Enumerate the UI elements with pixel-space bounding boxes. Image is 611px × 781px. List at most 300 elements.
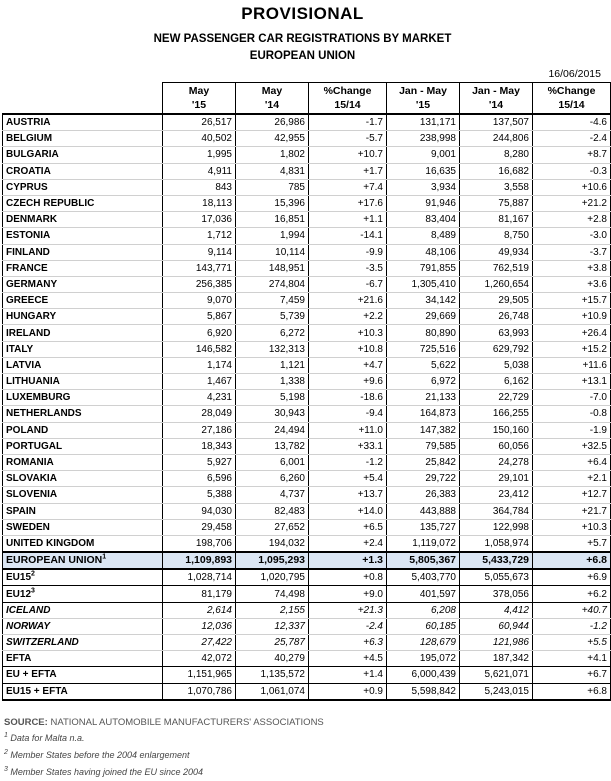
cell-may-14: 1,095,293: [236, 552, 309, 569]
cell-jan-may-14: 26,748: [460, 309, 533, 325]
cell-jan-may-14: 137,507: [460, 114, 533, 131]
cell-may-14: 1,802: [236, 147, 309, 163]
cell-pct-change-ytd: +6.9: [533, 569, 611, 586]
cell-country: EUROPEAN UNION$^1$: [3, 552, 163, 569]
cell-pct-change-month: +10.8: [309, 341, 387, 357]
cell-pct-change-ytd: +2.1: [533, 471, 611, 487]
cell-jan-may-15: 1,119,072: [387, 535, 460, 552]
cell-country: FINLAND: [3, 244, 163, 260]
cell-may-14: 74,498: [236, 586, 309, 602]
footnote-3: $^3$ Member States having joined the EU since 2004: [4, 766, 204, 777]
cell-jan-may-14: 29,505: [460, 293, 533, 309]
cell-jan-may-14: 16,682: [460, 163, 533, 179]
cell-country: POLAND: [3, 422, 163, 438]
cell-pct-change-ytd: +15.2: [533, 341, 611, 357]
cell-country: $EU15^2$: [3, 569, 163, 586]
table-row: [3, 519, 611, 535]
cell-pct-change-month: -14.1: [309, 228, 387, 244]
cell-jan-may-15: 725,516: [387, 341, 460, 357]
cell-jan-may-14: 5,621,071: [460, 667, 533, 683]
cell-country: BULGARIA: [3, 147, 163, 163]
cell-country: SPAIN: [3, 503, 163, 519]
cell-may-15: 1,467: [163, 374, 236, 390]
cell-may-14: 12,337: [236, 618, 309, 634]
cell-jan-may-14: 5,038: [460, 357, 533, 373]
cell-pct-change-ytd: +26.4: [533, 325, 611, 341]
cell-pct-change-month: -18.6: [309, 390, 387, 406]
cell-jan-may-15: 164,873: [387, 406, 460, 422]
cell-may-14: 274,804: [236, 276, 309, 292]
cell-may-15: 12,036: [163, 618, 236, 634]
registrations-table: [2, 82, 611, 701]
efta-country-row: [3, 618, 611, 634]
cell-jan-may-14: 24,278: [460, 454, 533, 470]
cell-pct-change-month: -6.7: [309, 276, 387, 292]
cell-jan-may-15: 3,934: [387, 179, 460, 195]
table-row: [3, 147, 611, 163]
cell-may-15: 2,614: [163, 602, 236, 618]
cell-may-14: 6,272: [236, 325, 309, 341]
cell-jan-may-15: 16,635: [387, 163, 460, 179]
cell-jan-may-15: 238,998: [387, 131, 460, 147]
cell-may-15: 42,072: [163, 651, 236, 667]
cell-jan-may-14: 364,784: [460, 503, 533, 519]
cell-may-15: 843: [163, 179, 236, 195]
cell-jan-may-15: 80,890: [387, 325, 460, 341]
cell-jan-may-14: 121,986: [460, 635, 533, 651]
cell-may-15: 256,385: [163, 276, 236, 292]
table-row: [3, 341, 611, 357]
cell-jan-may-15: 48,106: [387, 244, 460, 260]
cell-pct-change-month: +2.2: [309, 309, 387, 325]
cell-jan-may-15: 21,133: [387, 390, 460, 406]
cell-pct-change-month: +9.6: [309, 374, 387, 390]
table-row: [3, 293, 611, 309]
cell-pct-change-ytd: -0.8: [533, 406, 611, 422]
table-row: [3, 114, 611, 131]
cell-country: ICELAND: [3, 602, 163, 618]
cell-may-15: 17,036: [163, 212, 236, 228]
cell-pct-change-ytd: +13.1: [533, 374, 611, 390]
cell-jan-may-14: 166,255: [460, 406, 533, 422]
cell-pct-change-ytd: +3.8: [533, 260, 611, 276]
cell-country: AUSTRIA: [3, 114, 163, 131]
cell-may-14: 1,338: [236, 374, 309, 390]
cell-country: ITALY: [3, 341, 163, 357]
cell-may-15: 5,388: [163, 487, 236, 503]
cell-jan-may-15: 29,722: [387, 471, 460, 487]
cell-country: LITHUANIA: [3, 374, 163, 390]
cell-may-15: 81,179: [163, 586, 236, 602]
cell-jan-may-15: 791,855: [387, 260, 460, 276]
cell-may-14: 40,279: [236, 651, 309, 667]
cell-may-14: 25,787: [236, 635, 309, 651]
cell-jan-may-14: 1,058,974: [460, 535, 533, 552]
cell-country: SLOVENIA: [3, 487, 163, 503]
cell-country: NORWAY: [3, 618, 163, 634]
cell-may-14: 26,986: [236, 114, 309, 131]
cell-pct-change-month: +0.9: [309, 683, 387, 700]
table-row: [3, 309, 611, 325]
header-row: [3, 83, 611, 115]
cell-country: GREECE: [3, 293, 163, 309]
cell-may-15: 9,070: [163, 293, 236, 309]
cell-may-14: 1,994: [236, 228, 309, 244]
header-jan-may-15: Jan - May '15: [387, 83, 460, 115]
cell-pct-change-ytd: -1.9: [533, 422, 611, 438]
cell-may-14: 785: [236, 179, 309, 195]
cell-jan-may-14: 23,412: [460, 487, 533, 503]
cell-pct-change-month: -9.4: [309, 406, 387, 422]
cell-pct-change-ytd: +6.7: [533, 667, 611, 683]
cell-may-15: 198,706: [163, 535, 236, 552]
cell-may-14: 132,313: [236, 341, 309, 357]
cell-jan-may-15: 135,727: [387, 519, 460, 535]
cell-pct-change-ytd: +5.7: [533, 535, 611, 552]
cell-may-15: 28,049: [163, 406, 236, 422]
cell-may-15: 146,582: [163, 341, 236, 357]
cell-jan-may-14: 8,750: [460, 228, 533, 244]
cell-may-15: 26,517: [163, 114, 236, 131]
cell-may-14: 82,483: [236, 503, 309, 519]
cell-country: NETHERLANDS: [3, 406, 163, 422]
region-subtitle: EUROPEAN UNION: [249, 50, 356, 62]
cell-pct-change-ytd: +21.2: [533, 195, 611, 211]
cell-jan-may-15: 443,888: [387, 503, 460, 519]
cell-jan-may-14: 49,934: [460, 244, 533, 260]
cell-pct-change-ytd: +10.3: [533, 519, 611, 535]
cell-jan-may-14: 6,162: [460, 374, 533, 390]
cell-may-14: 16,851: [236, 212, 309, 228]
table-row: [3, 357, 611, 373]
cell-may-14: 13,782: [236, 438, 309, 454]
cell-jan-may-14: 378,056: [460, 586, 533, 602]
table-row: [3, 179, 611, 195]
cell-may-15: 94,030: [163, 503, 236, 519]
cell-pct-change-ytd: +6.2: [533, 586, 611, 602]
table-row: [3, 212, 611, 228]
cell-may-15: 27,186: [163, 422, 236, 438]
cell-pct-change-month: +4.5: [309, 651, 387, 667]
cell-may-14: 4,737: [236, 487, 309, 503]
cell-jan-may-15: 60,185: [387, 618, 460, 634]
report-subtitle: NEW PASSENGER CAR REGISTRATIONS BY MARKET: [153, 33, 452, 45]
header-jan-may-14: Jan - May '14: [460, 83, 533, 115]
cell-may-15: 1,174: [163, 357, 236, 373]
cell-pct-change-ytd: +12.7: [533, 487, 611, 503]
cell-jan-may-15: 79,585: [387, 438, 460, 454]
cell-pct-change-ytd: -3.7: [533, 244, 611, 260]
table-row: [3, 454, 611, 470]
cell-pct-change-month: -5.7: [309, 131, 387, 147]
cell-may-14: 24,494: [236, 422, 309, 438]
cell-jan-may-15: 34,142: [387, 293, 460, 309]
cell-pct-change-month: +1.4: [309, 667, 387, 683]
cell-pct-change-month: -9.9: [309, 244, 387, 260]
cell-may-14: 5,739: [236, 309, 309, 325]
cell-may-15: 18,343: [163, 438, 236, 454]
cell-may-14: 10,114: [236, 244, 309, 260]
header-pct-change-month: %Change 15/14: [309, 83, 387, 115]
table-row: [3, 438, 611, 454]
cell-pct-change-month: +2.4: [309, 535, 387, 552]
table-row: [3, 406, 611, 422]
cell-country: DENMARK: [3, 212, 163, 228]
cell-pct-change-month: +17.6: [309, 195, 387, 211]
cell-pct-change-ytd: +32.5: [533, 438, 611, 454]
cell-pct-change-ytd: -2.4: [533, 131, 611, 147]
cell-jan-may-14: 629,792: [460, 341, 533, 357]
cell-jan-may-14: 81,167: [460, 212, 533, 228]
cell-pct-change-month: -1.7: [309, 114, 387, 131]
cell-may-14: 2,155: [236, 602, 309, 618]
cell-pct-change-month: -2.4: [309, 618, 387, 634]
cell-jan-may-14: 8,280: [460, 147, 533, 163]
header-may-15: May '15: [163, 83, 236, 115]
cell-pct-change-month: +0.8: [309, 569, 387, 586]
report-date: 16/06/2015: [548, 68, 601, 80]
cell-country: $EU12^3$: [3, 586, 163, 602]
cell-country: CYPRUS: [3, 179, 163, 195]
cell-pct-change-ytd: +6.4: [533, 454, 611, 470]
cell-jan-may-15: 1,305,410: [387, 276, 460, 292]
cell-pct-change-month: +13.7: [309, 487, 387, 503]
cell-pct-change-ytd: +10.6: [533, 179, 611, 195]
cell-may-15: 4,911: [163, 163, 236, 179]
cell-pct-change-ytd: +21.7: [533, 503, 611, 519]
efta-country-row: [3, 635, 611, 651]
cell-country: HUNGARY: [3, 309, 163, 325]
cell-may-15: 1,712: [163, 228, 236, 244]
footnote-1: $^1$ Data for Malta n.a.: [4, 732, 85, 743]
cell-jan-may-15: 91,946: [387, 195, 460, 211]
cell-jan-may-14: 75,887: [460, 195, 533, 211]
cell-may-15: 1,109,893: [163, 552, 236, 569]
cell-jan-may-14: 63,993: [460, 325, 533, 341]
cell-jan-may-15: 131,171: [387, 114, 460, 131]
header-pct-change-ytd: %Change 15/14: [533, 83, 611, 115]
cell-may-15: 143,771: [163, 260, 236, 276]
cell-may-15: 4,231: [163, 390, 236, 406]
table-row: [3, 163, 611, 179]
cell-pct-change-ytd: +2.8: [533, 212, 611, 228]
cell-jan-may-15: 83,404: [387, 212, 460, 228]
cell-jan-may-15: 401,597: [387, 586, 460, 602]
cell-pct-change-ytd: -0.3: [533, 163, 611, 179]
header-country: [3, 83, 163, 115]
cell-may-15: 1,028,714: [163, 569, 236, 586]
cell-may-15: 1,070,786: [163, 683, 236, 700]
header-may-14: May '14: [236, 83, 309, 115]
cell-country: BELGIUM: [3, 131, 163, 147]
cell-may-14: 1,061,074: [236, 683, 309, 700]
cell-country: IRELAND: [3, 325, 163, 341]
cell-pct-change-month: +6.5: [309, 519, 387, 535]
cell-country: PORTUGAL: [3, 438, 163, 454]
cell-may-14: 7,459: [236, 293, 309, 309]
cell-jan-may-15: 5,805,367: [387, 552, 460, 569]
cell-jan-may-15: 25,842: [387, 454, 460, 470]
cell-country: GERMANY: [3, 276, 163, 292]
cell-pct-change-ytd: +11.6: [533, 357, 611, 373]
cell-jan-may-15: 26,383: [387, 487, 460, 503]
cell-may-14: 6,260: [236, 471, 309, 487]
efta-total-row: [3, 651, 611, 667]
table-row: [3, 244, 611, 260]
cell-pct-change-month: +10.3: [309, 325, 387, 341]
cell-may-14: 148,951: [236, 260, 309, 276]
cell-jan-may-14: 29,101: [460, 471, 533, 487]
cell-jan-may-15: 195,072: [387, 651, 460, 667]
cell-jan-may-15: 128,679: [387, 635, 460, 651]
cell-country: CZECH REPUBLIC: [3, 195, 163, 211]
cell-pct-change-month: +7.4: [309, 179, 387, 195]
cell-jan-may-15: 5,622: [387, 357, 460, 373]
cell-pct-change-month: +1.1: [309, 212, 387, 228]
cell-jan-may-15: 6,972: [387, 374, 460, 390]
cell-jan-may-15: 9,001: [387, 147, 460, 163]
table-row: [3, 228, 611, 244]
cell-may-14: 6,001: [236, 454, 309, 470]
cell-pct-change-month: +1.7: [309, 163, 387, 179]
cell-pct-change-month: +1.3: [309, 552, 387, 569]
cell-jan-may-14: 5,055,673: [460, 569, 533, 586]
cell-jan-may-14: 762,519: [460, 260, 533, 276]
cell-jan-may-14: 22,729: [460, 390, 533, 406]
cell-country: LATVIA: [3, 357, 163, 373]
cell-jan-may-15: 29,669: [387, 309, 460, 325]
cell-may-14: 1,135,572: [236, 667, 309, 683]
cell-country: SWITZERLAND: [3, 635, 163, 651]
cell-may-14: 5,198: [236, 390, 309, 406]
cell-country: SWEDEN: [3, 519, 163, 535]
cell-pct-change-month: +11.0: [309, 422, 387, 438]
cell-pct-change-ytd: +10.9: [533, 309, 611, 325]
cell-pct-change-ytd: +40.7: [533, 602, 611, 618]
table-row: [3, 503, 611, 519]
cell-may-15: 1,995: [163, 147, 236, 163]
source-note: SOURCE: NATIONAL AUTOMOBILE MANUFACTURERS' ASSOCIATIONS: [4, 717, 324, 728]
cell-country: ESTONIA: [3, 228, 163, 244]
cell-country: UNITED KINGDOM: [3, 535, 163, 552]
cell-country: EFTA: [3, 651, 163, 667]
cell-jan-may-15: 147,382: [387, 422, 460, 438]
cell-jan-may-14: 60,944: [460, 618, 533, 634]
cell-may-15: 6,920: [163, 325, 236, 341]
cell-may-14: 1,121: [236, 357, 309, 373]
eu15-efta-row: [3, 683, 611, 700]
eu-total-row: [3, 552, 611, 569]
cell-pct-change-month: +21.3: [309, 602, 387, 618]
eu15-row: [3, 569, 611, 586]
table-row: [3, 276, 611, 292]
table-row: [3, 260, 611, 276]
cell-pct-change-ytd: +8.7: [533, 147, 611, 163]
cell-may-15: 5,927: [163, 454, 236, 470]
cell-country: EU15 + EFTA: [3, 683, 163, 700]
cell-jan-may-14: 150,160: [460, 422, 533, 438]
cell-pct-change-month: -1.2: [309, 454, 387, 470]
efta-country-row: [3, 602, 611, 618]
cell-pct-change-ytd: +3.6: [533, 276, 611, 292]
table-row: [3, 131, 611, 147]
cell-pct-change-month: +21.6: [309, 293, 387, 309]
table-row: [3, 390, 611, 406]
table-row: [3, 325, 611, 341]
cell-pct-change-month: -3.5: [309, 260, 387, 276]
cell-may-14: 30,943: [236, 406, 309, 422]
cell-may-14: 42,955: [236, 131, 309, 147]
table-row: [3, 374, 611, 390]
cell-may-15: 27,422: [163, 635, 236, 651]
cell-pct-change-month: +6.3: [309, 635, 387, 651]
cell-country: LUXEMBURG: [3, 390, 163, 406]
cell-pct-change-ytd: +15.7: [533, 293, 611, 309]
cell-country: FRANCE: [3, 260, 163, 276]
cell-country: EU + EFTA: [3, 667, 163, 683]
cell-jan-may-14: 3,558: [460, 179, 533, 195]
cell-pct-change-month: +4.7: [309, 357, 387, 373]
cell-pct-change-ytd: -7.0: [533, 390, 611, 406]
cell-jan-may-15: 6,000,439: [387, 667, 460, 683]
cell-may-15: 29,458: [163, 519, 236, 535]
cell-jan-may-15: 8,489: [387, 228, 460, 244]
cell-jan-may-15: 5,403,770: [387, 569, 460, 586]
cell-may-15: 1,151,965: [163, 667, 236, 683]
eu12-row: [3, 586, 611, 602]
cell-pct-change-month: +10.7: [309, 147, 387, 163]
cell-jan-may-14: 122,998: [460, 519, 533, 535]
cell-jan-may-15: 5,598,842: [387, 683, 460, 700]
cell-pct-change-ytd: -4.6: [533, 114, 611, 131]
cell-may-15: 40,502: [163, 131, 236, 147]
page-title: PROVISIONAL: [241, 4, 364, 23]
cell-jan-may-14: 4,412: [460, 602, 533, 618]
cell-pct-change-ytd: -1.2: [533, 618, 611, 634]
footnote-2: $^2$ Member States before the 2004 enlargement: [4, 749, 190, 760]
cell-pct-change-ytd: +4.1: [533, 651, 611, 667]
cell-pct-change-ytd: +6.8: [533, 683, 611, 700]
cell-jan-may-14: 244,806: [460, 131, 533, 147]
cell-jan-may-14: 5,433,729: [460, 552, 533, 569]
cell-country: ROMANIA: [3, 454, 163, 470]
cell-country: CROATIA: [3, 163, 163, 179]
cell-may-15: 5,867: [163, 309, 236, 325]
cell-pct-change-ytd: +6.8: [533, 552, 611, 569]
table-row: [3, 422, 611, 438]
table-row: [3, 195, 611, 211]
eu-efta-row: [3, 667, 611, 683]
cell-jan-may-14: 1,260,654: [460, 276, 533, 292]
cell-pct-change-month: +33.1: [309, 438, 387, 454]
cell-may-15: 9,114: [163, 244, 236, 260]
cell-jan-may-14: 5,243,015: [460, 683, 533, 700]
cell-pct-change-ytd: -3.0: [533, 228, 611, 244]
cell-may-14: 27,652: [236, 519, 309, 535]
cell-may-14: 1,020,795: [236, 569, 309, 586]
table-row: [3, 535, 611, 552]
table-row: [3, 471, 611, 487]
cell-pct-change-month: +14.0: [309, 503, 387, 519]
table-row: [3, 487, 611, 503]
cell-jan-may-15: 6,208: [387, 602, 460, 618]
cell-pct-change-ytd: +5.5: [533, 635, 611, 651]
cell-pct-change-month: +9.0: [309, 586, 387, 602]
cell-pct-change-month: +5.4: [309, 471, 387, 487]
cell-may-14: 4,831: [236, 163, 309, 179]
cell-may-14: 194,032: [236, 535, 309, 552]
cell-may-14: 15,396: [236, 195, 309, 211]
